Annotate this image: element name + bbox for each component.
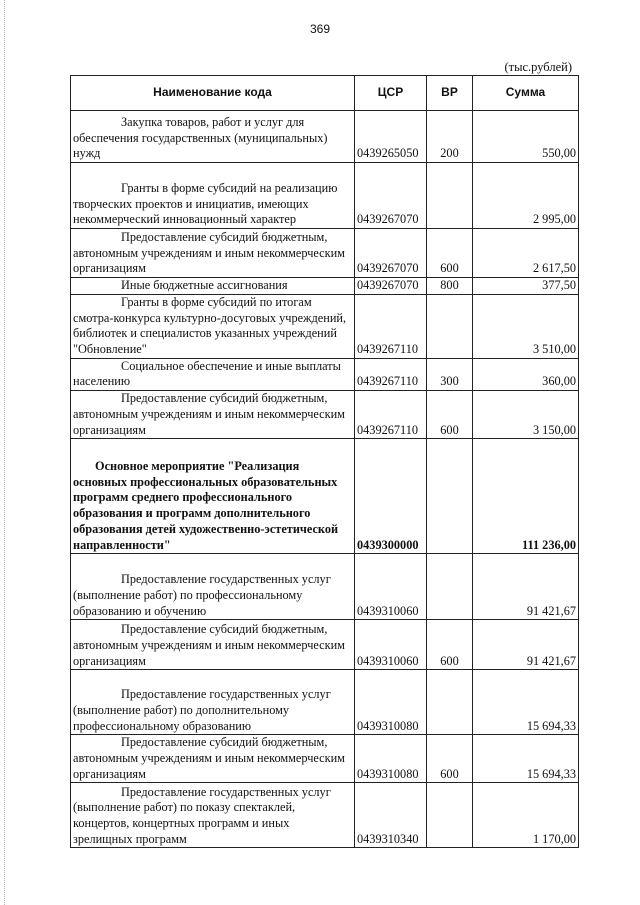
row-name: Иные бюджетные ассигнования [71,278,355,295]
header-vr: ВР [427,76,473,111]
row-sum: 15 694,33 [473,735,579,783]
row-csr: 0439267110 [355,294,427,358]
header-csr: ЦСР [355,76,427,111]
header-name: Наименование кода [71,76,355,111]
row-sum: 360,00 [473,358,579,390]
scan-margin-dots [4,0,7,905]
row-sum: 15 694,33 [473,670,579,735]
row-vr [427,163,473,229]
row-vr [427,670,473,735]
row-sum: 550,00 [473,111,579,163]
row-vr [427,439,473,554]
table-row [71,229,579,278]
row-vr: 600 [427,620,473,670]
budget-table [70,75,579,848]
row-sum: 2 995,00 [473,163,579,229]
row-vr: 300 [427,358,473,390]
row-sum: 111 236,00 [473,439,579,554]
row-vr: 800 [427,278,473,295]
row-sum: 377,50 [473,278,579,295]
header-sum: Сумма [473,76,579,111]
row-csr: 0439310060 [355,554,427,620]
row-vr: 600 [427,229,473,278]
table-row [71,735,579,783]
table-row [71,111,579,163]
row-sum: 91 421,67 [473,620,579,670]
table-row-main-activity [71,439,579,554]
row-vr [427,554,473,620]
row-csr: 0439267110 [355,358,427,390]
row-csr: 0439310060 [355,620,427,670]
row-name: Предоставление государственных услуг (выполнение работ) по показу спектаклей, концертов, концертных программ и иных зрелищных программ [71,783,355,848]
row-vr: 600 [427,391,473,439]
row-vr [427,783,473,848]
table-row [71,783,579,848]
table-row [71,620,579,670]
row-name: Предоставление государственных услуг (выполнение работ) по профессиональному образованию и обучению [71,554,355,620]
table-row [71,163,579,229]
row-sum: 1 170,00 [473,783,579,848]
unit-label: (тыс.рублей) [504,60,572,74]
table-row [71,670,579,735]
table-row [71,278,579,295]
row-csr: 0439267110 [355,391,427,439]
row-name: Предоставление государственных услуг (выполнение работ) по дополнительному профессиональному образованию [71,670,355,735]
page-number: 369 [309,22,331,36]
table-row [71,554,579,620]
row-csr: 0439310080 [355,670,427,735]
table-row [71,294,579,358]
row-name: Предоставление субсидий бюджетным, автономным учреждениям и иным некоммерческим организациям [71,229,355,278]
row-sum: 91 421,67 [473,554,579,620]
row-name: Закупка товаров, работ и услуг для обеспечения государственных (муниципальных) нужд [71,111,355,163]
table-row [71,391,579,439]
row-csr: 0439265050 [355,111,427,163]
row-vr: 600 [427,735,473,783]
row-csr: 0439267070 [355,163,427,229]
row-name: Гранты в форме субсидий на реализацию творческих проектов и инициатив, имеющих некоммерческий инновационный характер [71,163,355,229]
row-vr: 200 [427,111,473,163]
row-sum: 3 510,00 [473,294,579,358]
row-csr: 0439267070 [355,278,427,295]
row-name: Основное мероприятие "Реализация основных профессиональных образовательных программ среднего профессионального образования и программ дополнительного образования детей художественно-эстетической направленности" [71,439,355,554]
row-name: Предоставление субсидий бюджетным, автономным учреждениям и иным некоммерческим организациям [71,391,355,439]
row-name: Предоставление субсидий бюджетным, автономным учреждениям и иным некоммерческим организациям [71,735,355,783]
table-header-row [71,76,579,111]
row-name: Предоставление субсидий бюджетным, автономным учреждениям и иным некоммерческим организациям [71,620,355,670]
row-csr: 0439267070 [355,229,427,278]
row-name: Гранты в форме субсидий по итогам смотра-конкурса культурно-досуговых учреждений, библиотек и специалистов указанных учреждений "Обновление" [71,294,355,358]
row-name: Социальное обеспечение и иные выплаты населению [71,358,355,390]
row-sum: 2 617,50 [473,229,579,278]
row-csr: 0439310080 [355,735,427,783]
row-sum: 3 150,00 [473,391,579,439]
row-vr [427,294,473,358]
row-csr: 0439300000 [355,439,427,554]
row-csr: 0439310340 [355,783,427,848]
table-row [71,358,579,390]
